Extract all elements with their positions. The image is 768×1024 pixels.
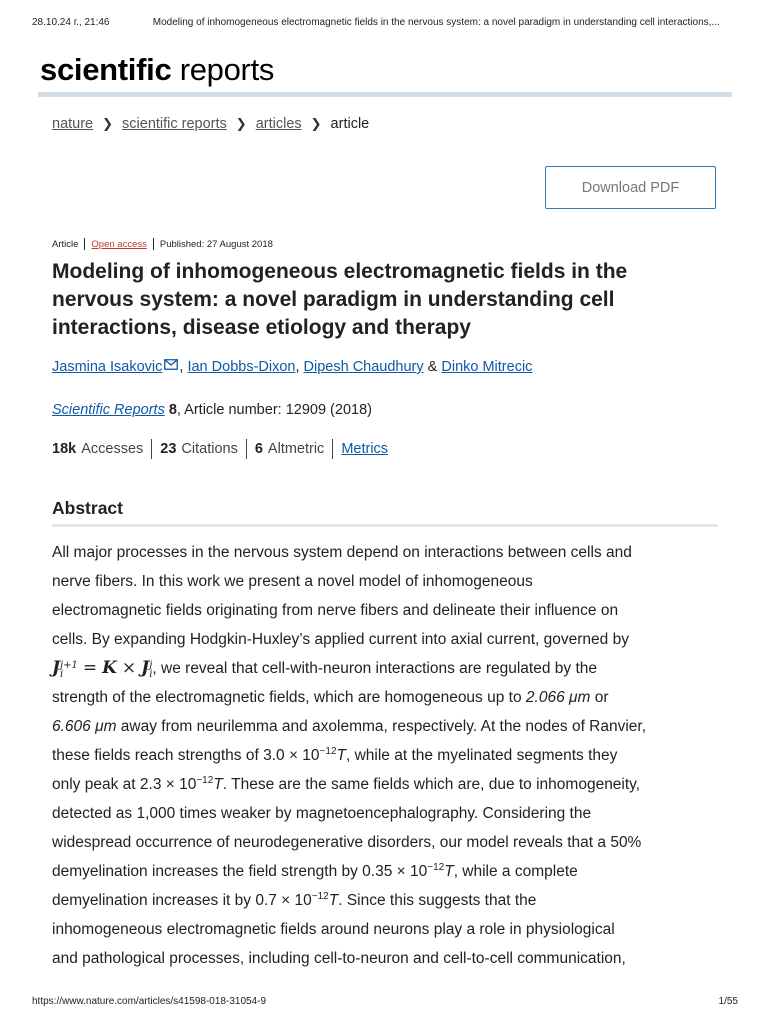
metrics-divider <box>151 439 152 459</box>
abstract-line: widespread occurrence of neurodegenerative disorders, our model reveals that a 50% <box>52 834 642 851</box>
chevron-right-icon: ❯ <box>102 116 114 131</box>
print-footer <box>32 996 738 1007</box>
metrics-divider <box>246 439 247 459</box>
citations-label: Citations <box>181 441 238 457</box>
article-number: , Article number: 12909 (2018) <box>176 402 372 418</box>
abstract-line <box>52 683 722 712</box>
print-page-title: Modeling of inhomogeneous electromagnetic fields in the nervous system: a novel paradigm in understanding cell interactions,... <box>152 17 720 28</box>
title-line: interactions, disease etiology and therapy <box>52 316 471 339</box>
author-link[interactable]: Dinko Mitrecic <box>441 359 533 375</box>
altmetric-count: 6 <box>254 441 263 457</box>
exponent: −12 <box>311 890 329 902</box>
abstract-line-text: these fields reach strengths of 3.0 × 10 <box>52 747 320 764</box>
abstract-heading: Abstract <box>52 498 123 518</box>
abstract-line-text: demyelination increases the field strength by 0.35 × 10 <box>52 863 428 880</box>
published-date: Published: 27 August 2018 <box>159 238 273 250</box>
equation: Jj+1 i = K × Jj i <box>52 658 153 680</box>
metrics-link[interactable]: Metrics <box>341 441 389 457</box>
print-url: https://www.nature.com/articles/s41598-018-31054-9 <box>32 996 267 1007</box>
title-line: nervous system: a novel paradigm in understanding cell <box>52 288 615 311</box>
abstract-line: and pathological processes, including cell-to-neuron and cell-to-cell communication, <box>52 950 626 967</box>
article-metrics <box>52 439 388 459</box>
author-list: Jasmina Isakovic , Ian Dobbs-Dixon, Dipesh Chaudhury & Dinko Mitrecic <box>52 359 533 375</box>
abstract-line: inhomogeneous electromagnetic fields around neurons play a role in physiological <box>52 921 615 938</box>
abstract-line <box>52 857 722 886</box>
logo-light: reports <box>171 52 275 87</box>
breadcrumb-current: article <box>330 116 370 132</box>
altmetric-label: Altmetric <box>267 441 325 457</box>
mail-icon[interactable] <box>164 359 178 370</box>
download-pdf-button[interactable]: Download PDF <box>545 166 716 209</box>
article-title <box>52 258 692 342</box>
abstract-line-text: . Since this suggests that the <box>338 892 537 909</box>
exponent: −12 <box>319 745 337 757</box>
abstract-line <box>52 886 722 915</box>
abstract-line: All major processes in the nervous system depend on interactions between cells and <box>52 544 632 561</box>
abstract-line: nerve fibers. In this work we present a novel model of inhomogeneous <box>52 573 533 590</box>
abstract-line-text: , while a complete <box>453 863 578 880</box>
abstract-line-text: only peak at 2.3 × 10 <box>52 776 197 793</box>
abstract-line-text: away from neurilemma and axolemma, respectively. At the nodes of Ranvier, <box>116 718 647 735</box>
breadcrumb-scientific-reports[interactable]: scientific reports <box>122 116 227 132</box>
unit: T <box>336 747 346 764</box>
exponent: −12 <box>427 861 445 873</box>
exponent: −12 <box>196 774 214 786</box>
article-type: Article <box>52 238 79 250</box>
header-divider <box>38 92 732 97</box>
author-link[interactable]: Dipesh Chaudhury <box>303 359 424 375</box>
journal-link[interactable]: Scientific Reports <box>52 402 165 418</box>
accesses-count: 18k <box>52 441 77 457</box>
distance-value: 2.066 μm <box>525 689 591 706</box>
unit: T <box>328 892 339 909</box>
meta-divider <box>84 238 85 250</box>
volume: 8 <box>168 402 177 418</box>
abstract-line-text: strength of the electromagnetic fields, which are homogeneous up to <box>52 689 526 706</box>
abstract-line-text: or <box>590 689 609 706</box>
abstract-line: electromagnetic fields originating from nerve fibers and delineate their influence on <box>52 602 619 619</box>
abstract-line-text: demyelination increases it by 0.7 × 10 <box>52 892 312 909</box>
meta-divider <box>153 238 154 250</box>
author-link[interactable]: Ian Dobbs-Dixon <box>187 359 296 375</box>
open-access-link[interactable]: Open access <box>91 238 147 250</box>
site-logo[interactable] <box>40 52 274 88</box>
abstract-text <box>52 538 722 973</box>
abstract-line <box>52 741 722 770</box>
abstract-line: detected as 1,000 times weaker by magnetoencephalography. Considering the <box>52 805 592 822</box>
abstract-line-text: , while at the myelinated segments they <box>345 747 618 764</box>
distance-value: 6.606 μm <box>52 718 117 735</box>
print-page-number: 1/55 <box>718 996 738 1007</box>
article-meta <box>52 238 273 250</box>
print-header <box>32 17 738 28</box>
breadcrumb-articles[interactable]: articles <box>255 116 302 132</box>
chevron-right-icon: ❯ <box>235 116 247 131</box>
breadcrumb-nature[interactable]: nature <box>52 116 94 132</box>
abstract-line: cells. By expanding Hodgkin-Huxley’s applied current into axial current, governed by <box>52 631 629 648</box>
metrics-divider <box>332 439 333 459</box>
citations-count: 23 <box>160 441 177 457</box>
abstract-line <box>52 770 722 799</box>
breadcrumb <box>52 116 369 132</box>
abstract-divider <box>52 524 718 527</box>
author-link[interactable]: Jasmina Isakovic <box>52 359 163 375</box>
abstract-line-text: , we reveal that cell-with-neuron interactions are regulated by the <box>152 660 597 677</box>
logo-bold: scientific <box>40 52 172 87</box>
unit: T <box>213 776 223 793</box>
accesses-label: Accesses <box>81 441 144 457</box>
citation-line <box>52 402 372 418</box>
unit: T <box>444 863 454 880</box>
abstract-line <box>52 712 722 741</box>
title-line: Modeling of inhomogeneous electromagnetic fields in the <box>52 260 628 283</box>
chevron-right-icon: ❯ <box>310 116 322 131</box>
abstract-line <box>52 654 722 683</box>
print-datetime: 28.10.24 г., 21:46 <box>32 17 110 28</box>
abstract-line-text: . These are the same fields which are, due to inhomogeneity, <box>222 776 641 793</box>
